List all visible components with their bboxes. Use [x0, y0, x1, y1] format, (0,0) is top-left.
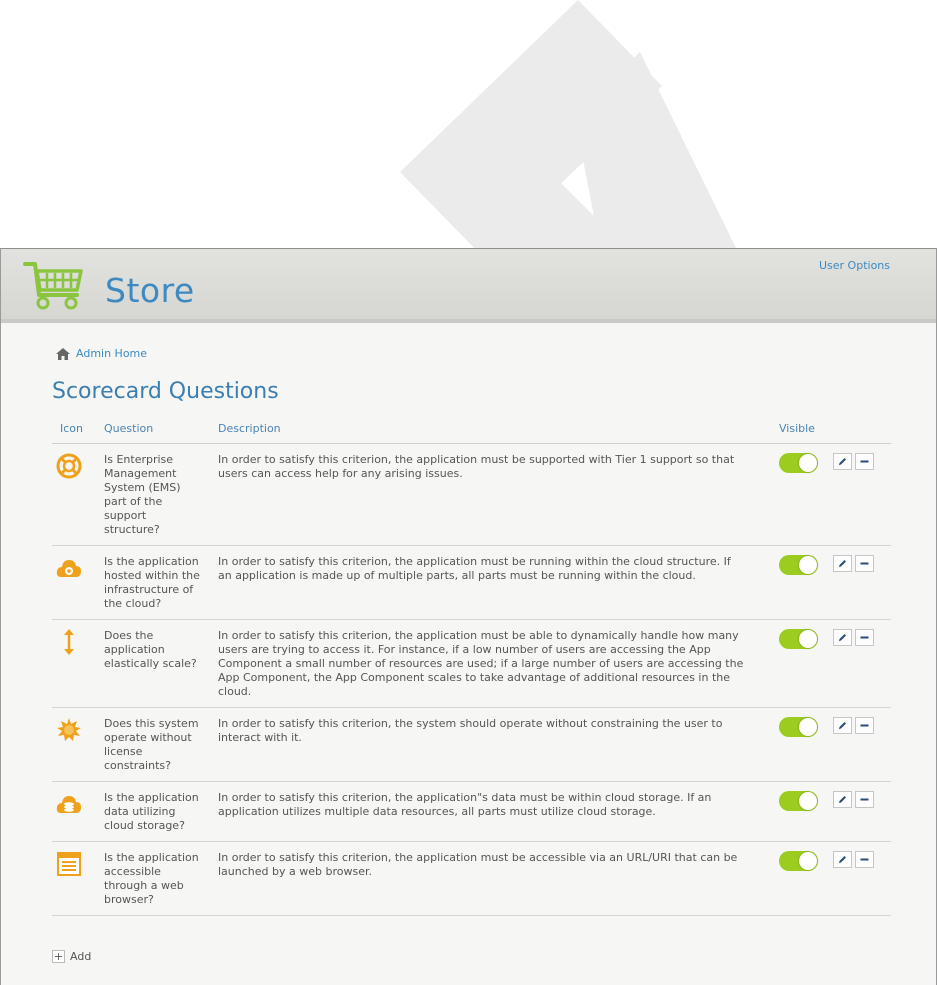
- minus-icon: [859, 632, 870, 643]
- lifebuoy-icon: [56, 453, 82, 479]
- cloud-database-icon: [56, 791, 82, 817]
- description-text: In order to satisfy this criterion, the application must be accessible via an URL/URI that can be launched by a web browser.: [210, 842, 771, 916]
- visible-toggle[interactable]: [779, 791, 818, 811]
- shopping-cart-logo-icon: [23, 259, 85, 311]
- visible-toggle[interactable]: [779, 851, 818, 871]
- breadcrumb-admin-home[interactable]: Admin Home: [76, 347, 148, 360]
- table-row: [52, 842, 891, 916]
- sunburst-icon: [56, 717, 82, 743]
- description-text: In order to satisfy this criterion, the system should operate without constraining the user to interact with it.: [210, 708, 771, 782]
- plus-icon: +: [53, 950, 64, 963]
- user-options-link[interactable]: User Options: [818, 259, 890, 272]
- question-text: Is Enterprise Management System (EMS) part of the support structure?: [96, 444, 210, 546]
- cloud-gear-icon: [56, 555, 82, 581]
- visible-toggle[interactable]: [779, 629, 818, 649]
- table-row: [52, 782, 891, 842]
- minus-icon: [859, 794, 870, 805]
- app-header: [1, 249, 936, 323]
- visible-toggle[interactable]: [779, 555, 818, 575]
- column-header-actions: [831, 418, 891, 444]
- pencil-icon: [837, 558, 848, 569]
- breadcrumb[interactable]: [56, 347, 147, 360]
- edit-button[interactable]: [833, 453, 852, 470]
- home-icon: [56, 348, 70, 360]
- table-row: [52, 708, 891, 782]
- table-row: [52, 444, 891, 546]
- description-text: In order to satisfy this criterion, the application must be able to dynamically handle how many users are trying to access it. For instance, if a low number of users are accessing the App Component a small number of resources are used; if a large number of users are accessing the App Component, the App Component scales to take advantage of additional resources in the cloud.: [210, 620, 771, 708]
- edit-button[interactable]: [833, 851, 852, 868]
- pencil-icon: [837, 794, 848, 805]
- visible-toggle[interactable]: [779, 717, 818, 737]
- pencil-icon: [837, 632, 848, 643]
- column-header-icon: Icon: [52, 418, 96, 444]
- scorecard-table: [52, 418, 891, 916]
- app-title: Store: [105, 271, 195, 310]
- pencil-icon: [837, 456, 848, 467]
- remove-button[interactable]: [855, 453, 874, 470]
- table-row: [52, 620, 891, 708]
- table-header-row: [52, 418, 891, 444]
- edit-button[interactable]: [833, 791, 852, 808]
- column-header-question: Question: [96, 418, 210, 444]
- add-question-button[interactable]: [52, 950, 91, 963]
- minus-icon: [859, 720, 870, 731]
- description-text: In order to satisfy this criterion, the application must be running within the cloud structure. If an application is made up of multiple parts, all parts must be running within the cloud.: [210, 546, 771, 620]
- description-text: In order to satisfy this criterion, the application must be supported with Tier 1 support so that users can access help for any arising issues.: [210, 444, 771, 546]
- question-text: Is the application data utilizing cloud storage?: [96, 782, 210, 842]
- remove-button[interactable]: [855, 791, 874, 808]
- minus-icon: [859, 558, 870, 569]
- question-text: Does this system operate without license constraints?: [96, 708, 210, 782]
- remove-button[interactable]: [855, 555, 874, 572]
- column-header-description: Description: [210, 418, 771, 444]
- question-text: Does the application elastically scale?: [96, 620, 210, 708]
- minus-icon: [859, 854, 870, 865]
- vertical-arrows-icon: [56, 629, 82, 655]
- edit-button[interactable]: [833, 717, 852, 734]
- edit-button[interactable]: [833, 555, 852, 572]
- page-title: Scorecard Questions: [52, 379, 279, 404]
- table-row: [52, 546, 891, 620]
- browser-window-icon: [56, 851, 82, 877]
- column-header-visible: Visible: [771, 418, 831, 444]
- remove-button[interactable]: [855, 851, 874, 868]
- pencil-icon: [837, 854, 848, 865]
- question-text: Is the application hosted within the infrastructure of the cloud?: [96, 546, 210, 620]
- question-text: Is the application accessible through a web browser?: [96, 842, 210, 916]
- description-text: In order to satisfy this criterion, the application"s data must be within cloud storage. If an application utilizes multiple data resources, all parts must utilize cloud storage.: [210, 782, 771, 842]
- edit-button[interactable]: [833, 629, 852, 646]
- add-label: Add: [70, 950, 92, 963]
- app-window: [0, 248, 937, 985]
- minus-icon: [859, 456, 870, 467]
- remove-button[interactable]: [855, 717, 874, 734]
- pencil-icon: [837, 720, 848, 731]
- visible-toggle[interactable]: [779, 453, 818, 473]
- remove-button[interactable]: [855, 629, 874, 646]
